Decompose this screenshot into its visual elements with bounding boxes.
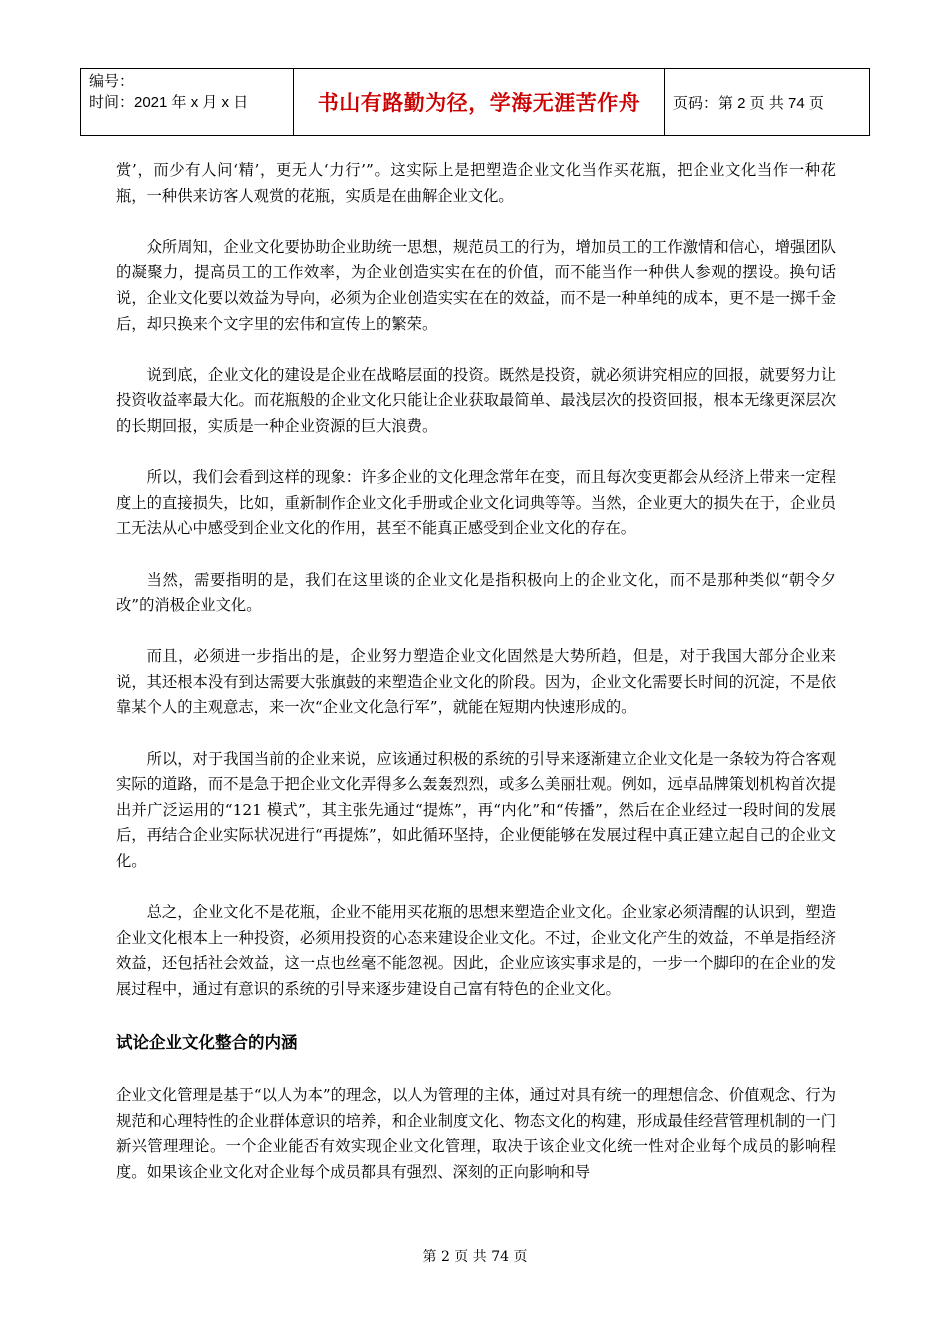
paragraph: 众所周知，企业文化要协助企业助统一思想，规范员工的行为，增加员工的工作激情和信心，增强团队的凝聚力，提高员工的工作效率，为企业创造实实在在的价值，而不能当作一种供人参观的摆设。换句话说，企业文化要以效益为导向，必须为企业创造实实在在的效益，而不是一种单纯的成本，更不是一掷千金后，却只换来个文字里的宏伟和宣传上的繁荣。	[116, 237, 836, 333]
paragraph: 说到底，企业文化的建设是企业在战略层面的投资。既然是投资，就必须讲究相应的回报，就要努力让投资收益率最大化。而花瓶般的企业文化只能让企业获取最简单、最浅层次的投资回报，根本无缘更深层次的长期回报，实质是一种企业资源的巨大浪费。	[116, 365, 836, 435]
section-title: 试论企业文化整合的内涵	[116, 1033, 298, 1053]
header-left-cell	[81, 69, 294, 136]
paragraph: 当然，需要指明的是，我们在这里谈的企业文化是指积极向上的企业文化，而不是那种类似“朝令夕改”的消极企业文化。	[116, 570, 836, 615]
document-body	[116, 158, 836, 1211]
paragraph: 所以，我们会看到这样的现象：许多企业的文化理念常年在变，而且每次变更都会从经济上带来一定程度上的直接损失，比如，重新制作企业文化手册或企业文化词典等等。当然，企业更大的损失在于，企业员工无法从心中感受到企业文化的作用，甚至不能真正感受到企业文化的存在。	[116, 468, 836, 538]
paragraph: 而且，必须进一步指出的是，企业努力塑造企业文化固然是大势所趋，但是，对于我国大部分企业来说，其还根本没有到达需要大张旗鼓的来塑造企业文化的阶段。因为，企业文化需要长时间的沉淀，不是依靠某个人的主观意志，来一次“企业文化急行军”，就能在短期内快速形成的。	[116, 647, 836, 717]
paragraph: 所以，对于我国当前的企业来说，应该通过积极的系统的引导来逐渐建立企业文化是一条较为符合客观实际的道路，而不是急于把企业文化弄得多么轰轰烈烈，或多么美丽壮观。例如，远卓品牌策划机构首次提出并广泛运用的“121 模式”，其主张先通过“提炼”，再“内化”和“传播”，然后在企业经过一段时间的发展后，再结合企业实际状况进行“再提炼”，如此循环坚持，企业便能够在发展过程中真正建立起自己的企业文化。	[116, 749, 836, 871]
motto: 书山有路勤为径，学海无涯苦作舟	[294, 69, 665, 136]
paragraph: 企业文化管理是基于“以人为本”的理念，以人为管理的主体，通过对具有统一的理想信念、价值观念、行为规范和心理特性的企业群体意识的培养，和企业制度文化、物态文化的构建，形成最佳经营管理机制的一门新兴管理理论。一个企业能否有效实现企业文化管理，取决于该企业文化统一性对企业每个成员的影响程度。如果该企业文化对企业每个成员都具有强烈、深刻的正向影响和导	[116, 1086, 836, 1181]
paragraph: 总之，企业文化不是花瓶，企业不能用买花瓶的思想来塑造企业文化。企业家必须清醒的认识到，塑造企业文化根本上一种投资，必须用投资的心态来建设企业文化。不过，企业文化产生的效益，不单是指经济效益，还包括社会效益，这一点也丝毫不能忽视。因此，企业应该实事求是的，一步一个脚印的在企业的发展过程中，通过有意识的系统的引导来逐步建设自己富有特色的企业文化。	[116, 903, 836, 998]
page-info: 页码：第 2 页 共 74 页	[665, 69, 870, 136]
date-label: 时间：2021 年 x 月 x 日	[89, 94, 249, 111]
number-label: 编号：	[89, 73, 135, 90]
page-footer: 第 2 页 共 74 页	[422, 1249, 528, 1265]
header-table	[80, 68, 870, 136]
paragraph: 赏’，而少有人问‘精’，更无人‘力行’”。这实际上是把塑造企业文化当作买花瓶，把企业文化当作一种花瓶，一种供来访客人观赏的花瓶，实质是在曲解企业文化。	[116, 161, 836, 205]
